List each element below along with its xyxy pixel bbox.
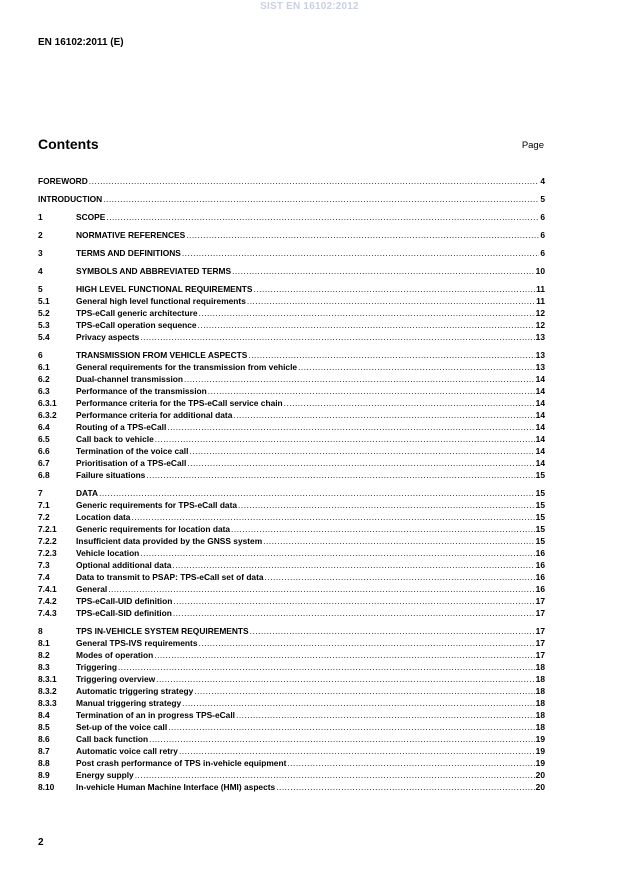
toc-entry-number: 6.4	[38, 422, 50, 432]
toc-entry-title: TPS-eCall-UID definition	[76, 596, 173, 606]
toc-entry-page: 19	[535, 734, 545, 744]
toc-leader-dots	[198, 320, 535, 330]
toc-entry[interactable]	[38, 782, 545, 794]
toc-entry-page: 4	[540, 176, 545, 186]
toc-leader-dots	[173, 608, 535, 618]
toc-entry-title: Vehicle location	[76, 548, 140, 558]
toc-leader-dots	[254, 284, 536, 294]
toc-entry-page: 18	[535, 710, 545, 720]
toc-entry-title: NORMATIVE REFERENCES	[76, 230, 186, 240]
page-number: 2	[38, 837, 44, 848]
toc-entry-title: Automatic voice call retry	[76, 746, 178, 756]
toc-leader-dots	[182, 698, 535, 708]
toc-entry-page: 15	[535, 524, 545, 534]
toc-entry[interactable]	[38, 548, 545, 560]
watermark: SIST EN 16102:2012	[260, 1, 359, 12]
toc-entry-number: 8	[38, 626, 43, 636]
toc-entry-title: Location data	[76, 512, 131, 522]
toc-entry-title: Dual-channel transmission	[76, 374, 184, 384]
toc-entry-title: Call back to vehicle	[76, 434, 154, 444]
toc-entry-page: 17	[535, 626, 545, 636]
toc-leader-dots	[248, 350, 534, 360]
toc-entry-page: 16	[535, 572, 545, 582]
toc-entry-number: 8.2	[38, 650, 50, 660]
toc-leader-dots	[106, 212, 539, 222]
toc-leader-dots	[167, 422, 534, 432]
toc-entry[interactable]	[38, 350, 545, 362]
toc-entry-page: 6	[540, 248, 545, 258]
toc-entry[interactable]	[38, 500, 545, 512]
toc-entry-title: Data to transmit to PSAP: TPS-eCall set of data	[76, 572, 264, 582]
toc-entry[interactable]	[38, 710, 545, 722]
toc-entry[interactable]	[38, 758, 545, 770]
toc-entry[interactable]	[38, 638, 545, 650]
toc-leader-dots	[298, 362, 535, 372]
toc-leader-dots	[154, 650, 534, 660]
toc-entry-number: 4	[38, 266, 43, 276]
toc-entry-number: 3	[38, 248, 43, 258]
toc-entry-number: 8.5	[38, 722, 50, 732]
toc-entry[interactable]	[38, 626, 545, 638]
toc-entry-title: Performance criteria for the TPS-eCall service chain	[76, 398, 283, 408]
toc-entry-page: 15	[535, 488, 545, 498]
toc-entry-number: 8.4	[38, 710, 50, 720]
toc-leader-dots	[247, 296, 535, 306]
toc-entry-title: TERMS AND DEFINITIONS	[76, 248, 181, 258]
page-column-label: Page	[521, 140, 544, 151]
toc-leader-dots	[118, 662, 535, 672]
toc-entry[interactable]	[38, 536, 545, 548]
toc-entry-page: 17	[535, 650, 545, 660]
toc-entry[interactable]	[38, 584, 545, 596]
toc-entry-title: Generic requirements for TPS-eCall data	[76, 500, 238, 510]
toc-entry-title: General	[76, 584, 108, 594]
toc-entry[interactable]	[38, 770, 545, 782]
toc-entry-title: Performance of the transmission	[76, 386, 207, 396]
toc-entry[interactable]	[38, 674, 545, 686]
toc-leader-dots	[108, 584, 534, 594]
toc-entry-page: 17	[535, 608, 545, 618]
toc-entry[interactable]	[38, 248, 545, 260]
toc-entry[interactable]	[38, 398, 545, 410]
toc-entry[interactable]	[38, 596, 545, 608]
toc-entry-number: 7	[38, 488, 43, 498]
toc-entry-page: 17	[535, 596, 545, 606]
toc-entry[interactable]	[38, 386, 545, 398]
toc-entry-title: Set-up of the voice call	[76, 722, 168, 732]
toc-entry-number: 6.3.2	[38, 410, 57, 420]
toc-entry-number: 7.4.3	[38, 608, 57, 618]
toc-leader-dots	[250, 626, 535, 636]
toc-entry-title: Failure situations	[76, 470, 146, 480]
toc-entry-title: Energy supply	[76, 770, 134, 780]
toc-entry-page: 18	[535, 722, 545, 732]
toc-entry-title: Termination of an in progress TPS-eCall	[76, 710, 235, 720]
toc-entry-page: 12	[535, 308, 545, 318]
toc-entry[interactable]	[38, 284, 545, 296]
toc-entry-page: 10	[535, 266, 545, 276]
toc-entry[interactable]	[38, 320, 545, 332]
toc-entry-title: Post crash performance of TPS in-vehicle equipment	[76, 758, 287, 768]
table-of-contents	[38, 176, 545, 794]
contents-title: Contents	[38, 136, 99, 152]
toc-entry[interactable]	[38, 434, 545, 446]
toc-leader-dots	[156, 674, 535, 684]
toc-entry-page: 14	[535, 386, 545, 396]
toc-entry-page: 20	[535, 782, 545, 792]
toc-entry-title: Automatic triggering strategy	[76, 686, 194, 696]
toc-entry[interactable]	[38, 470, 545, 482]
toc-entry[interactable]	[38, 524, 545, 536]
toc-entry[interactable]	[38, 266, 545, 278]
toc-entry-page: 6	[540, 212, 545, 222]
toc-entry-page: 13	[535, 362, 545, 372]
toc-leader-dots	[182, 248, 539, 258]
toc-entry-title: Triggering overview	[76, 674, 156, 684]
toc-leader-dots	[135, 770, 535, 780]
toc-entry-title: TRANSMISSION FROM VEHICLE ASPECTS	[76, 350, 248, 360]
toc-entry-number: 5	[38, 284, 43, 294]
toc-leader-dots	[172, 560, 534, 570]
toc-entry-number: 6.1	[38, 362, 50, 372]
toc-entry-number: 8.1	[38, 638, 50, 648]
toc-leader-dots	[187, 458, 534, 468]
toc-entry[interactable]	[38, 446, 545, 458]
toc-entry-page: 13	[535, 332, 545, 342]
toc-entry-page: 14	[535, 434, 545, 444]
toc-entry-title: TPS-eCall-SID definition	[76, 608, 172, 618]
toc-entry[interactable]	[38, 686, 545, 698]
toc-entry-number: 6.3.1	[38, 398, 57, 408]
toc-entry[interactable]	[38, 458, 545, 470]
toc-leader-dots	[208, 386, 535, 396]
toc-entry-page: 16	[535, 584, 545, 594]
toc-entry[interactable]	[38, 296, 545, 308]
toc-leader-dots	[232, 266, 535, 276]
toc-entry-page: 11	[536, 284, 545, 294]
toc-entry-number: 7.2.3	[38, 548, 57, 558]
toc-entry-title: HIGH LEVEL FUNCTIONAL REQUIREMENTS	[76, 284, 253, 294]
toc-entry-number: 7.2	[38, 512, 50, 522]
toc-entry[interactable]	[38, 422, 545, 434]
toc-leader-dots	[263, 536, 535, 546]
toc-leader-dots	[231, 524, 535, 534]
toc-entry-number: 8.6	[38, 734, 50, 744]
toc-entry-title: General TPS-IVS requirements	[76, 638, 198, 648]
toc-entry[interactable]	[38, 308, 545, 320]
toc-entry-title: Call back function	[76, 734, 149, 744]
toc-leader-dots	[238, 500, 535, 510]
toc-entry-title: FOREWORD	[38, 176, 88, 186]
toc-entry-page: 16	[535, 548, 545, 558]
toc-entry-number: 2	[38, 230, 43, 240]
toc-leader-dots	[284, 398, 535, 408]
toc-entry[interactable]	[38, 512, 545, 524]
toc-leader-dots	[236, 710, 535, 720]
toc-entry-page: 15	[535, 500, 545, 510]
toc-entry[interactable]	[38, 608, 545, 620]
toc-entry[interactable]	[38, 650, 545, 662]
toc-entry-page: 14	[535, 446, 545, 456]
toc-leader-dots	[103, 194, 539, 204]
toc-entry-title: Modes of operation	[76, 650, 154, 660]
toc-entry[interactable]	[38, 560, 545, 572]
toc-entry-title: Triggering	[76, 662, 117, 672]
toc-entry-number: 7.2.2	[38, 536, 57, 546]
toc-entry-title: SCOPE	[76, 212, 106, 222]
toc-entry-number: 5.4	[38, 332, 50, 342]
toc-entry[interactable]	[38, 572, 545, 584]
toc-entry[interactable]	[38, 722, 545, 734]
toc-entry-page: 14	[535, 374, 545, 384]
toc-entry-number: 8.9	[38, 770, 50, 780]
toc-entry-number: 7.2.1	[38, 524, 57, 534]
toc-entry-number: 7.3	[38, 560, 50, 570]
toc-entry-number: 8.7	[38, 746, 50, 756]
toc-entry-number: 8.3.3	[38, 698, 57, 708]
toc-entry[interactable]	[38, 374, 545, 386]
toc-entry-number: 1	[38, 212, 43, 222]
toc-entry-number: 7.4.2	[38, 596, 57, 606]
toc-entry-page: 15	[535, 536, 545, 546]
toc-leader-dots	[146, 470, 534, 480]
toc-entry-number: 5.2	[38, 308, 50, 318]
toc-entry[interactable]	[38, 332, 545, 344]
toc-leader-dots	[99, 488, 535, 498]
toc-leader-dots	[140, 332, 534, 342]
toc-entry-number: 6	[38, 350, 43, 360]
toc-leader-dots	[189, 446, 534, 456]
toc-leader-dots	[194, 686, 534, 696]
toc-entry-title: TPS IN-VEHICLE SYSTEM REQUIREMENTS	[76, 626, 249, 636]
toc-entry[interactable]	[38, 176, 545, 188]
toc-entry-page: 18	[535, 698, 545, 708]
toc-leader-dots	[198, 308, 534, 318]
toc-leader-dots	[186, 230, 539, 240]
toc-entry-title: Manual triggering strategy	[76, 698, 182, 708]
toc-entry[interactable]	[38, 488, 545, 500]
toc-entry-number: 5.3	[38, 320, 50, 330]
toc-leader-dots	[198, 638, 534, 648]
toc-entry-page: 15	[535, 512, 545, 522]
toc-entry-number: 8.3.1	[38, 674, 57, 684]
toc-entry-page: 15	[535, 470, 545, 480]
toc-entry-page: 13	[535, 350, 545, 360]
toc-entry[interactable]	[38, 662, 545, 674]
toc-entry-page: 17	[535, 638, 545, 648]
toc-entry-page: 12	[535, 320, 545, 330]
toc-entry-title: Privacy aspects	[76, 332, 140, 342]
toc-entry[interactable]	[38, 230, 545, 242]
toc-entry-number: 6.3	[38, 386, 50, 396]
toc-entry-number: 6.2	[38, 374, 50, 384]
toc-entry-title: Routing of a TPS-eCall	[76, 422, 167, 432]
toc-entry-page: 5	[540, 194, 545, 204]
toc-entry-page: 18	[535, 686, 545, 696]
toc-leader-dots	[233, 410, 534, 420]
toc-entry[interactable]	[38, 194, 545, 206]
toc-entry-page: 19	[535, 746, 545, 756]
toc-entry-title: Optional additional data	[76, 560, 172, 570]
toc-leader-dots	[179, 746, 535, 756]
toc-entry-title: TPS-eCall generic architecture	[76, 308, 198, 318]
toc-entry-number: 8.3	[38, 662, 50, 672]
toc-leader-dots	[155, 434, 535, 444]
toc-entry-title: Insufficient data provided by the GNSS system	[76, 536, 263, 546]
toc-leader-dots	[131, 512, 534, 522]
toc-entry-number: 6.8	[38, 470, 50, 480]
toc-entry-number: 6.5	[38, 434, 50, 444]
toc-entry-title: TPS-eCall operation sequence	[76, 320, 197, 330]
toc-entry[interactable]	[38, 698, 545, 710]
toc-entry-number: 6.7	[38, 458, 50, 468]
toc-entry-page: 14	[535, 410, 545, 420]
toc-entry-number: 8.10	[38, 782, 55, 792]
toc-entry-title: INTRODUCTION	[38, 194, 103, 204]
toc-entry-number: 8.3.2	[38, 686, 57, 696]
toc-entry-page: 16	[535, 560, 545, 570]
toc-entry-number: 8.8	[38, 758, 50, 768]
toc-entry-page: 14	[535, 458, 545, 468]
toc-leader-dots	[89, 176, 540, 186]
toc-entry[interactable]	[38, 746, 545, 758]
toc-entry-page: 19	[535, 758, 545, 768]
toc-leader-dots	[149, 734, 535, 744]
toc-entry-number: 7.4.1	[38, 584, 57, 594]
toc-entry-title: General high level functional requirements	[76, 296, 246, 306]
toc-entry-title: Prioritisation of a TPS-eCall	[76, 458, 187, 468]
toc-entry-page: 18	[535, 662, 545, 672]
toc-entry-title: Generic requirements for location data	[76, 524, 231, 534]
toc-leader-dots	[184, 374, 535, 384]
toc-entry-page: 11	[536, 296, 545, 306]
toc-entry-number: 5.1	[38, 296, 50, 306]
toc-entry-title: Termination of the voice call	[76, 446, 189, 456]
toc-entry[interactable]	[38, 212, 545, 224]
document-id: EN 16102:2011 (E)	[38, 37, 124, 48]
toc-leader-dots	[265, 572, 535, 582]
toc-entry-title: In-vehicle Human Machine Interface (HMI) aspects	[76, 782, 276, 792]
toc-entry-page: 18	[535, 674, 545, 684]
toc-entry-page: 14	[535, 422, 545, 432]
toc-entry-page: 14	[535, 398, 545, 408]
toc-entry-title: SYMBOLS AND ABBREVIATED TERMS	[76, 266, 232, 276]
toc-entry[interactable]	[38, 734, 545, 746]
toc-leader-dots	[173, 596, 534, 606]
toc-entry-page: 6	[540, 230, 545, 240]
toc-leader-dots	[276, 782, 534, 792]
toc-leader-dots	[140, 548, 534, 558]
toc-entry[interactable]	[38, 362, 545, 374]
toc-entry-page: 20	[535, 770, 545, 780]
toc-entry-number: 7.1	[38, 500, 50, 510]
toc-entry-number: 7.4	[38, 572, 50, 582]
toc-leader-dots	[168, 722, 534, 732]
toc-entry-number: 6.6	[38, 446, 50, 456]
toc-entry-title: DATA	[76, 488, 99, 498]
toc-leader-dots	[287, 758, 534, 768]
toc-entry[interactable]	[38, 410, 545, 422]
toc-entry-title: Performance criteria for additional data	[76, 410, 233, 420]
toc-entry-title: General requirements for the transmission from vehicle	[76, 362, 298, 372]
